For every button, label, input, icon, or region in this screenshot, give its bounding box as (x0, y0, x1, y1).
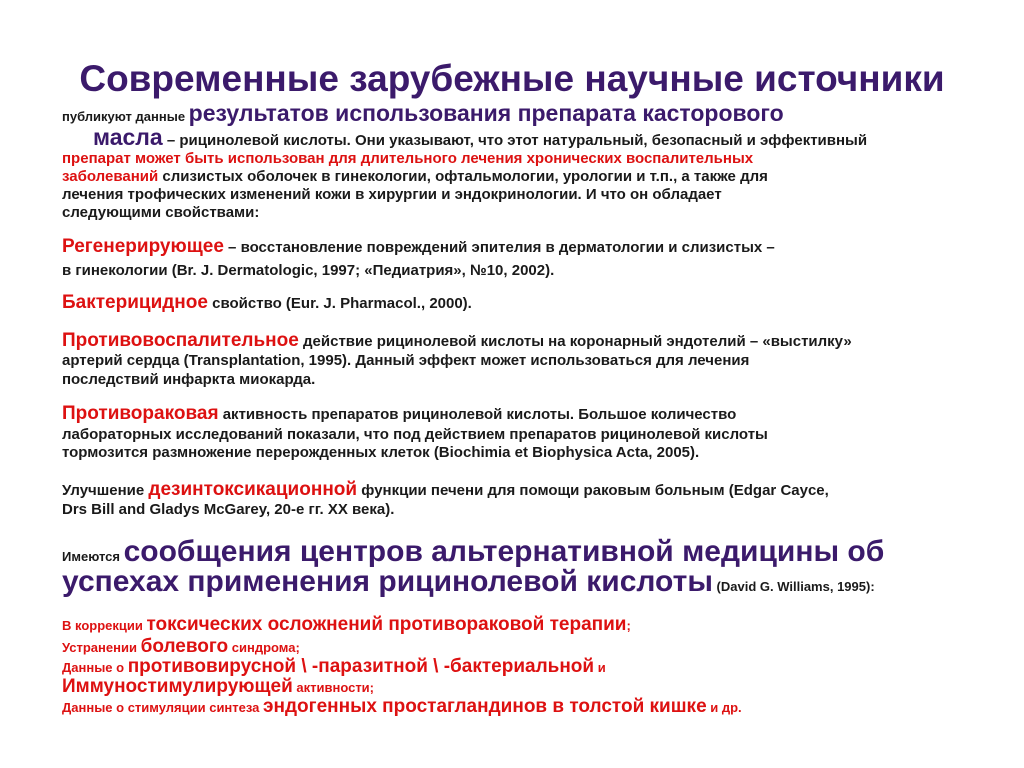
intro-line-2 (62, 124, 868, 150)
detox-text-1: функции печени для помощи раковым больным (Edgar Cayce, (357, 482, 829, 499)
alt-highlight-1: сообщения центров альтернативной медицины об (123, 535, 885, 568)
list-1-term: токсических осложнений противораковой терапии (146, 614, 627, 635)
intro-line-5: лечения трофических изменений кожи в хирургии и эндокринологии. И что он обладает (62, 186, 722, 203)
regen-text-1: – восстановление повреждений эпителия в дерматологии и слизистых – (223, 239, 775, 256)
detox-line-1 (62, 481, 829, 500)
detox-line-2: Drs Bill and Gladys McGarey, 20-е гг. XX века). (62, 501, 395, 518)
list-1-end: ; (626, 618, 631, 633)
anticancer-line-3: тормозится размножение перерожденных клеток (Biochimia et Biophysica Acta, 2005). (62, 444, 700, 461)
anticancer-line-2: лабораторных исследований показали, что под действием препаратов рицинолевой кислоты (62, 426, 768, 443)
list-3-end: и (594, 660, 606, 675)
antiinf-term: Противовоспалительное (62, 330, 299, 351)
antiinf-text-1: действие рицинолевой кислоты на коронарный эндотелий – «выстилку» (298, 333, 852, 350)
alt-citation: (David G. Williams, 1995): (712, 579, 875, 594)
alt-line-2 (62, 566, 875, 603)
intro-highlight: результатов использования препарата касторового (188, 100, 784, 126)
list-2-pre: Устранении (62, 640, 141, 655)
anticancer-text-1: активность препаратов рицинолевой кислоты. Большое количество (218, 406, 737, 423)
regen-term: Регенерирующее (62, 236, 224, 257)
anticancer-term: Противораковая (62, 403, 219, 424)
list-3-term: противовирусной \ -паразитной \ -бактериальной (127, 656, 595, 677)
alt-highlight-2: успехах применения рицинолевой кислоты (62, 565, 713, 598)
list-4-end: активности; (292, 680, 375, 695)
list-3-pre: Данные о (62, 660, 128, 675)
list-item-1 (62, 616, 631, 635)
antiinf-line-3: последствий инфаркта миокарда. (62, 371, 316, 388)
intro-text-2: – рицинолевой кислоты. Они указывают, что этот натуральный, безопасный и эффективный (162, 132, 868, 149)
list-2-term: болевого (140, 636, 229, 657)
regen-line-1 (62, 238, 775, 257)
list-item-2 (62, 638, 300, 657)
intro-red-word: заболеваний (62, 168, 159, 185)
list-item-5 (62, 698, 742, 717)
list-5-pre: Данные о стимуляции синтеза (62, 700, 264, 715)
antiinf-line-1 (62, 332, 852, 351)
intro-highlight-2: масла (93, 124, 163, 150)
intro-text-4: слизистых оболочек в гинекологии, офтальмологии, урологии и т.п., а также для (158, 168, 768, 185)
slide-title: Современные зарубежные научные источники (79, 58, 945, 99)
list-1-pre: В коррекции (62, 618, 147, 633)
list-5-end: и др. (706, 700, 742, 715)
list-2-end: синдрома; (228, 640, 300, 655)
intro-line-3: препарат может быть использован для длительного лечения хронических воспалительных (62, 150, 754, 167)
list-5-term: эндогенных простагландинов в толстой кишке (263, 696, 707, 717)
intro-line-6: следующими свойствами: (62, 204, 260, 221)
alt-pre: Имеются (62, 549, 124, 564)
detox-term: дезинтоксикационной (148, 479, 358, 500)
regen-line-2: в гинекологии (Br. J. Dermatologic, 1997; «Педиатрия», №10, 2002). (62, 262, 555, 279)
intro-line-1 (62, 100, 784, 126)
intro-lead: публикуют данные (62, 109, 189, 124)
bact-line (62, 294, 472, 313)
list-item-4 (62, 678, 374, 697)
detox-pre: Улучшение (62, 482, 149, 499)
intro-line-4 (62, 168, 768, 186)
list-item-3 (62, 658, 606, 677)
list-4-term: Иммуностимулирующей (62, 676, 293, 697)
bact-term: Бактерицидное (62, 292, 208, 313)
bact-text: свойство (Eur. J. Pharmacol., 2000). (207, 295, 472, 312)
anticancer-line-1 (62, 405, 736, 424)
antiinf-line-2: артерий сердца (Transplantation, 1995). Данный эффект может использоваться для лечения (62, 352, 750, 369)
